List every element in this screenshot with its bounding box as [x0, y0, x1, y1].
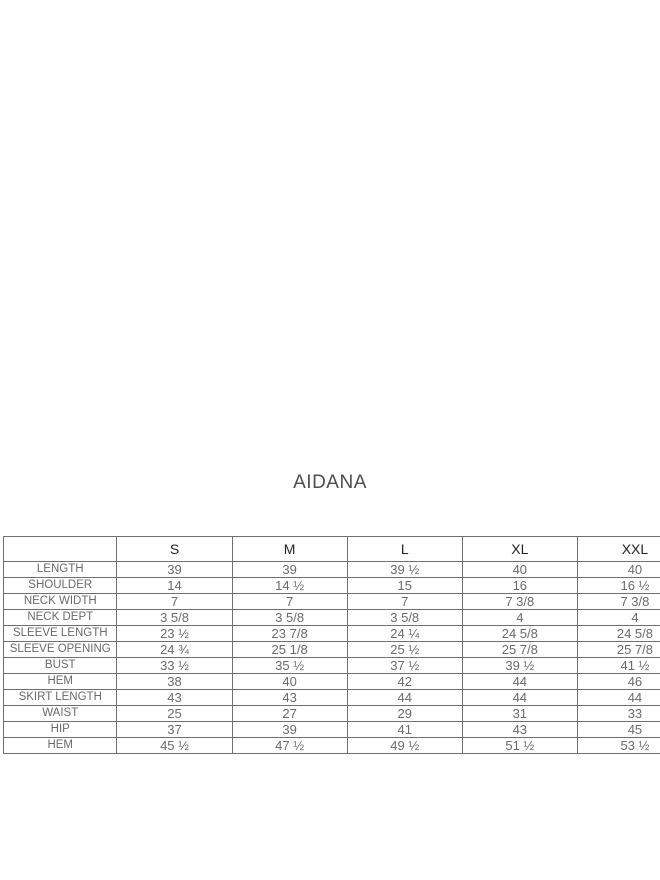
row-label: SLEEVE LENGTH	[4, 626, 117, 642]
row-label: SLEEVE OPENING	[4, 642, 117, 658]
table-cell: 3 5/8	[232, 610, 347, 626]
table-cell: 39 ½	[462, 658, 577, 674]
header-cell-size-l: L	[347, 537, 462, 562]
table-cell: 7 3/8	[462, 594, 577, 610]
table-row	[4, 690, 660, 706]
table-cell: 44	[347, 690, 462, 706]
table-cell: 23 ½	[117, 626, 232, 642]
table-row	[4, 642, 660, 658]
table-cell: 40	[577, 562, 660, 578]
table-cell: 39 ½	[347, 562, 462, 578]
table-cell: 33	[577, 706, 660, 722]
table-cell: 40	[462, 562, 577, 578]
table-cell: 42	[347, 674, 462, 690]
table-cell: 27	[232, 706, 347, 722]
table-cell: 33 ½	[117, 658, 232, 674]
table-row	[4, 562, 660, 578]
table-cell: 40	[232, 674, 347, 690]
table-cell: 14 ½	[232, 578, 347, 594]
row-label: HEM	[4, 738, 117, 754]
table-cell: 43	[232, 690, 347, 706]
table-cell: 25 1/8	[232, 642, 347, 658]
table-cell: 44	[462, 690, 577, 706]
table-row	[4, 578, 660, 594]
table-row	[4, 626, 660, 642]
row-label: SHOULDER	[4, 578, 117, 594]
table-cell: 7	[117, 594, 232, 610]
table-cell: 44	[577, 690, 660, 706]
table-cell: 7 3/8	[577, 594, 660, 610]
table-cell: 24 5/8	[462, 626, 577, 642]
table-cell: 7	[347, 594, 462, 610]
table-cell: 39	[232, 722, 347, 738]
table-cell: 37 ½	[347, 658, 462, 674]
header-cell-blank	[4, 537, 117, 562]
table-cell: 24 ¼	[347, 626, 462, 642]
table-row	[4, 674, 660, 690]
row-label: LENGTH	[4, 562, 117, 578]
table-cell: 31	[462, 706, 577, 722]
table-cell: 46	[577, 674, 660, 690]
page-title: AIDANA	[293, 472, 367, 493]
table-cell: 3 5/8	[117, 610, 232, 626]
table-cell: 41 ½	[577, 658, 660, 674]
table-cell: 24 5/8	[577, 626, 660, 642]
table-cell: 49 ½	[347, 738, 462, 754]
table-cell: 25 7/8	[577, 642, 660, 658]
row-label: NECK WIDTH	[4, 594, 117, 610]
table-cell: 53 ½	[577, 738, 660, 754]
table-cell: 38	[117, 674, 232, 690]
table-header-row	[4, 537, 660, 562]
row-label: BUST	[4, 658, 117, 674]
row-label: WAIST	[4, 706, 117, 722]
row-label: NECK DEPT	[4, 610, 117, 626]
table-cell: 4	[462, 610, 577, 626]
header-cell-size-m: M	[232, 537, 347, 562]
header-cell-size-xl: XL	[462, 537, 577, 562]
table-cell: 25 7/8	[462, 642, 577, 658]
table-cell: 15	[347, 578, 462, 594]
size-chart-table	[3, 536, 660, 754]
table-cell: 45	[577, 722, 660, 738]
table-row	[4, 722, 660, 738]
table-cell: 39	[232, 562, 347, 578]
table-row	[4, 658, 660, 674]
table-cell: 23 7/8	[232, 626, 347, 642]
table-cell: 41	[347, 722, 462, 738]
table-cell: 29	[347, 706, 462, 722]
table-cell: 37	[117, 722, 232, 738]
row-label: HEM	[4, 674, 117, 690]
table-cell: 51 ½	[462, 738, 577, 754]
table-row	[4, 594, 660, 610]
table-cell: 47 ½	[232, 738, 347, 754]
table-cell: 35 ½	[232, 658, 347, 674]
header-cell-size-xxl: XXL	[577, 537, 660, 562]
table-cell: 7	[232, 594, 347, 610]
table-cell: 24 ¾	[117, 642, 232, 658]
table-cell: 3 5/8	[347, 610, 462, 626]
table-cell: 44	[462, 674, 577, 690]
table-row	[4, 738, 660, 754]
table-cell: 25 ½	[347, 642, 462, 658]
table-cell: 43	[117, 690, 232, 706]
table-cell: 16 ½	[577, 578, 660, 594]
row-label: HIP	[4, 722, 117, 738]
table-cell: 4	[577, 610, 660, 626]
table-row	[4, 706, 660, 722]
table-cell: 14	[117, 578, 232, 594]
table-body	[4, 562, 660, 754]
header-cell-size-s: S	[117, 537, 232, 562]
table-cell: 45 ½	[117, 738, 232, 754]
row-label: SKIRT LENGTH	[4, 690, 117, 706]
table-row	[4, 610, 660, 626]
table-cell: 39	[117, 562, 232, 578]
table-cell: 16	[462, 578, 577, 594]
table-cell: 43	[462, 722, 577, 738]
table-cell: 25	[117, 706, 232, 722]
